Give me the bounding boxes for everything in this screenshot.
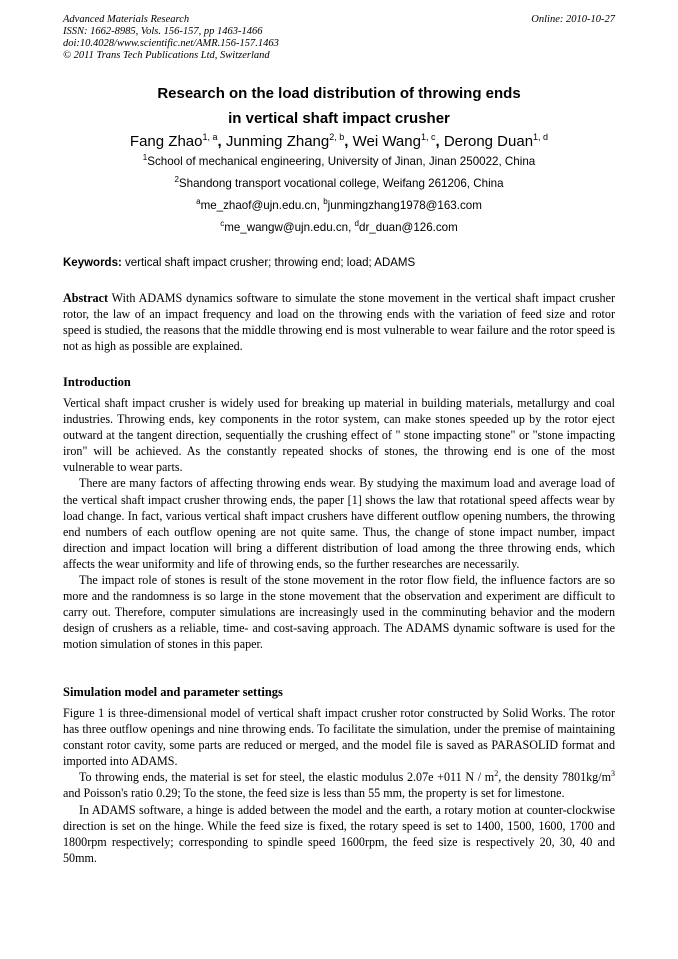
keywords-text: vertical shaft impact crusher; throwing end; load; ADAMS bbox=[121, 257, 416, 269]
section-heading-introduction: Introduction bbox=[63, 375, 131, 389]
author-name: Fang Zhao bbox=[129, 133, 203, 150]
email-link[interactable]: junmingzhang1978@163.com bbox=[327, 199, 482, 212]
author-list: Fang Zhao$^{1, a}$, Junming Zhang$^{2, b}$, Wei Wang$^{1, c}$, Derong Duan$^{1, d}$ bbox=[129, 132, 549, 150]
author-emails-2: $^c$me_wangw@ujn.edu.cn, $^d$dr_duan@126.com bbox=[220, 219, 458, 234]
online-date: Online: 2010-10-27 bbox=[531, 14, 615, 25]
journal-copyright: © 2011 Trans Tech Publications Ltd, Switzerland bbox=[63, 50, 270, 61]
paragraph: In ADAMS software, a hinge is added between the model and the earth, a rotary motion at counter-clockwise direction is set on the hinge. While the feed size is fixed, the rotary speed is set to 1400, 1500, 1600, 1700 and 1800rpm respectively; corresponding to spindle speed 1600rpm, the feed size is respectively 20, 30, 40 and 50mm. bbox=[63, 802, 615, 865]
author-name: Derong Duan bbox=[443, 133, 534, 150]
keywords bbox=[63, 256, 615, 270]
author-affiliation-mark: 1, d bbox=[533, 132, 549, 142]
simulation-body bbox=[63, 705, 615, 866]
email-link[interactable]: me_zhaof@ujn.edu.cn, bbox=[200, 199, 324, 212]
journal-doi: doi:10.4028/www.scientific.net/AMR.156-157.1463 bbox=[63, 38, 279, 49]
author-name: Wei Wang bbox=[352, 133, 421, 150]
paragraph: Figure 1 is three-dimensional model of vertical shaft impact crusher rotor constructed by Solid Works. The rotor has three outflow openings and nine throwing ends. To facilitate the simulation, under the premise of maintaining constant rotor cavity, some parts are reduced or merged, and the model file is saved as PARASOLID format and imported into ADAMS. bbox=[63, 706, 615, 769]
email-link[interactable]: dr_duan@126.com bbox=[359, 221, 458, 234]
author-affiliation-mark: 1, c bbox=[420, 132, 436, 142]
journal-name: Advanced Materials Research bbox=[63, 14, 190, 25]
abstract-text: With ADAMS dynamics software to simulate the stone movement in the vertical shaft impact crusher rotor, the law of an impact frequency and load on the throwing ends with the variation of feed size and rotor speed is studied, the reasons that the middle throwing end is most vulnerable to wear failure and the rotor speed is not as high as possible are explained. bbox=[63, 291, 615, 354]
author-name: Junming Zhang bbox=[225, 133, 330, 150]
paragraph: There are many factors of affecting throwing ends wear. By studying the maximum load and average load of the vertical shaft impact crusher throwing ends, the paper [1] shows the law that rotational speed affects wear by load change. In fact, various vertical shaft impact crushers have different outflow opening numbers, the throwing end numbers of each outflow opening are not quite same. Thus, the change of stone impact number, impact direction and impact location will bring a different distribution of load among the three throwing ends, which affects the wear uniformity and life of throwing ends, so the further researches are necessarily. bbox=[63, 476, 615, 571]
author-emails-1: $^a$me_zhaof@ujn.edu.cn, $^b$junmingzhang1978@163.com bbox=[196, 197, 482, 212]
paper-title bbox=[63, 81, 615, 131]
abstract-label: Abstract bbox=[63, 291, 109, 305]
paragraph: Vertical shaft impact crusher is widely used for breaking up material in building materials, metallurgy and coal industries. Throwing ends, key components in the rotor system, can make stones speeded up by the rotor eject outward at the tangent direction, sequentially the crushing effect of " stone impacting stone" or "stone impacting iron" will be achieved. As the constantly repeated shocks of stones, the throwing end is one of the most vulnerable to wear parts. bbox=[63, 396, 615, 475]
paragraph: The impact role of stones is result of the stone movement in the rotor flow field, the influence factors are so more and the randomness is so large in the stone movement that the observation and experiment are difficult to carry out. Therefore, computer simulations are increasingly used in the comminuting behavior and the modern design of crushers as a reliable, time- and cost-saving approach. The ADAMS dynamic software is used for the motion simulation of stones in this paper. bbox=[63, 573, 615, 652]
paper-title-line-2: in vertical shaft impact crusher bbox=[228, 110, 450, 127]
paper-title-line-1: Research on the load distribution of throwing ends bbox=[157, 85, 521, 102]
affiliation-1: $^1$School of mechanical engineering, University of Jinan, Jinan 250022, China bbox=[142, 153, 536, 168]
introduction-body bbox=[63, 395, 615, 653]
author-affiliation-mark: 1, a bbox=[202, 132, 218, 142]
keywords-label: Keywords: bbox=[63, 257, 122, 269]
journal-header bbox=[63, 14, 615, 62]
author-affiliation-mark: 2, b bbox=[329, 132, 345, 142]
affiliation-2: $^2$Shandong transport vocational college, Weifang 261206, China bbox=[174, 175, 504, 190]
paragraph: To throwing ends, the material is set for steel, the elastic modulus 2.07e +011 N / $m^2$, the density $7801kg/m^3$ and Poisson's ratio 0.29; To the stone, the feed size is less than 55 mm, the property is set for limestone. bbox=[63, 769, 615, 801]
section-heading-simulation: Simulation model and parameter settings bbox=[63, 685, 283, 699]
journal-issn: ISSN: 1662-8985, Vols. 156-157, pp 1463-1466 bbox=[63, 26, 263, 37]
abstract bbox=[63, 290, 615, 354]
email-link[interactable]: me_wangw@ujn.edu.cn, bbox=[224, 221, 355, 234]
